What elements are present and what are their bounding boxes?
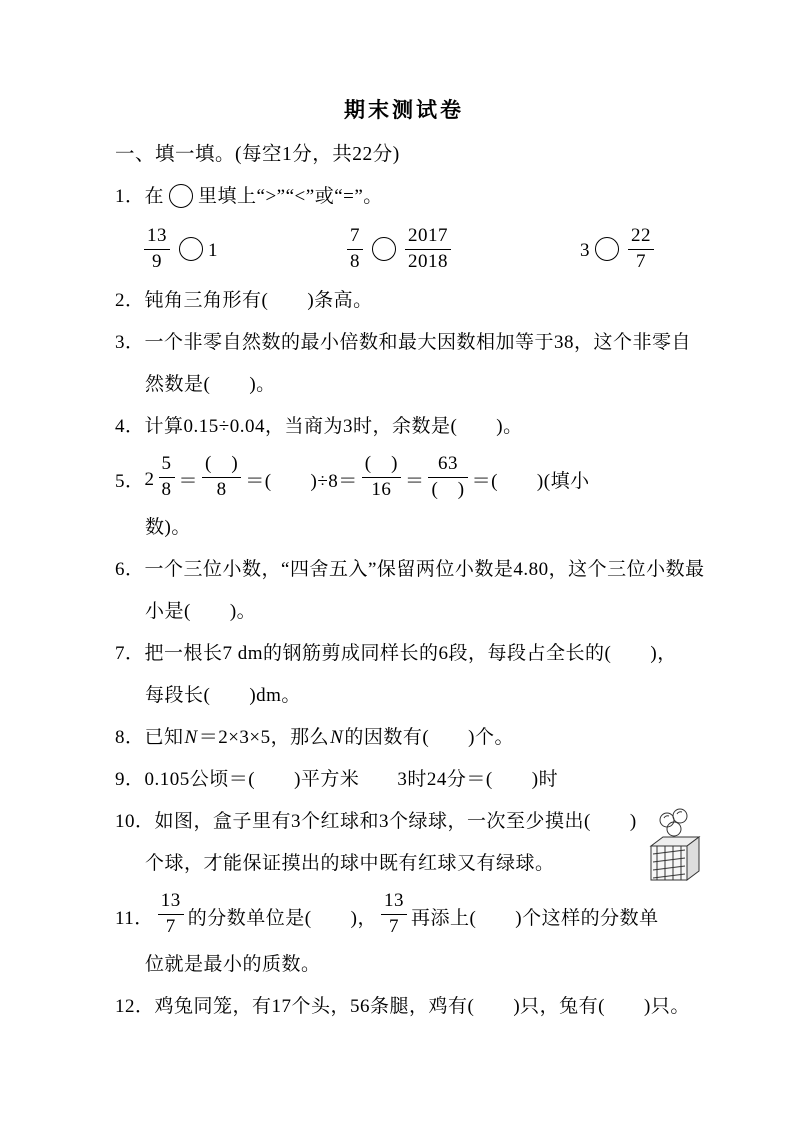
question-text: 3时24分＝( )时 xyxy=(397,769,559,791)
question-text: 一个非零自然数的最小倍数和最大因数相加等于38，这个非零自 xyxy=(144,332,692,354)
equation-segment: ＝( )(填小 xyxy=(471,471,590,493)
question-number: 7． xyxy=(115,643,145,665)
fraction-blank xyxy=(202,454,241,501)
question-text: 位就是最小的质数。 xyxy=(145,953,321,975)
question-text: 0.105公顷＝( )平方米 xyxy=(144,769,360,791)
question-number: 5． xyxy=(115,471,145,493)
question-text: 鸡兔同笼，有17个头，56条腿，鸡有( )只，兔有( )只。 xyxy=(154,995,690,1017)
question-text: 的因数有( )个。 xyxy=(344,727,514,749)
question-text: 钝角三角形有( )条高。 xyxy=(144,290,373,312)
question-1 xyxy=(115,184,693,274)
question-text: 小是( )。 xyxy=(145,601,257,623)
question-7 xyxy=(115,641,693,708)
fraction-denominator: 7 xyxy=(628,249,654,273)
question-text: 里填上“>”“<”或“=”。 xyxy=(198,186,383,207)
question-text: 个球，才能保证摸出的球中既有红球又有绿球。 xyxy=(145,853,555,875)
question-text: 一个三位小数，“四舍五入”保留两位小数是4.80，这个三位小数最 xyxy=(144,559,705,581)
fraction xyxy=(347,226,363,273)
comparison-circle xyxy=(372,237,396,261)
question-number: 6． xyxy=(115,559,145,581)
question-text: 数)。 xyxy=(145,517,191,539)
mixed-number xyxy=(144,453,179,503)
question-line xyxy=(115,330,693,355)
whole-number: 2 xyxy=(144,468,155,490)
question-5 xyxy=(115,453,693,540)
fraction-numerator: 22 xyxy=(631,224,651,246)
question-number: 9． xyxy=(115,769,145,791)
comparison-value: 1 xyxy=(208,240,218,262)
question-text: 然数是( )。 xyxy=(145,374,276,396)
fraction-blank xyxy=(362,454,401,501)
question-10 xyxy=(115,809,693,876)
question-line xyxy=(115,952,693,977)
fraction-numerator: 13 xyxy=(383,890,404,912)
comparison-item xyxy=(580,224,658,275)
comparison-row xyxy=(115,224,693,275)
balls-in-box-illustration xyxy=(643,804,705,895)
question-line xyxy=(115,725,693,750)
question-line xyxy=(115,288,693,313)
question-text: ＝2×3×5，那么 xyxy=(198,727,330,749)
fraction-numerator: 2017 xyxy=(408,224,448,246)
question-text: 再添上( )个这样的分数单 xyxy=(410,908,659,930)
comparison-item xyxy=(140,224,218,275)
question-text: 每段长( )dm。 xyxy=(145,685,301,707)
question-8 xyxy=(115,725,693,750)
question-text: 的分数单位是( )， xyxy=(187,908,377,930)
question-text: 如图，盒子里有3个红球和3个绿球，一次至少摸出( ) xyxy=(154,811,637,833)
question-number: 10． xyxy=(115,811,155,833)
fraction-numerator: 13 xyxy=(147,224,167,246)
fraction xyxy=(405,226,451,273)
variable-n: N xyxy=(184,727,198,749)
fraction xyxy=(158,891,184,938)
fraction xyxy=(381,891,407,938)
fraction-denominator: 9 xyxy=(144,249,170,273)
comparison-item xyxy=(343,224,455,275)
question-number: 11． xyxy=(115,908,154,930)
question-line xyxy=(115,683,693,708)
question-3 xyxy=(115,330,693,397)
question-line xyxy=(115,372,693,397)
question-9 xyxy=(115,767,693,792)
fraction-numerator: 5 xyxy=(161,453,172,475)
question-text: 把一根长7 dm的钢筋剪成同样长的6段，每段占全长的( )， xyxy=(144,643,677,665)
fraction-numerator: 63 xyxy=(438,453,459,475)
fraction-denominator: 16 xyxy=(362,477,401,501)
question-line xyxy=(115,599,693,624)
question-line xyxy=(115,184,693,210)
question-line xyxy=(115,767,693,792)
equals-sign: ＝ xyxy=(178,471,199,493)
question-number: 1． xyxy=(115,186,145,207)
question-line xyxy=(115,851,693,876)
equation-line xyxy=(115,890,693,940)
question-6 xyxy=(115,557,705,624)
fraction-numerator: ( ) xyxy=(364,453,398,475)
fraction-numerator: 13 xyxy=(160,890,181,912)
fraction-denominator: 7 xyxy=(158,914,184,938)
question-line xyxy=(115,515,693,540)
comparison-circle xyxy=(169,184,193,208)
question-line xyxy=(115,414,693,439)
equation-segment: ＝( )÷8＝ xyxy=(245,471,358,493)
fraction-blank xyxy=(428,454,467,501)
question-line xyxy=(115,994,693,1019)
fraction-denominator: 7 xyxy=(381,914,407,938)
comparison-circle xyxy=(179,237,203,261)
question-2 xyxy=(115,288,693,313)
fraction-denominator: 8 xyxy=(159,477,175,501)
page-title: 期末测试卷 xyxy=(344,98,464,122)
question-number: 4． xyxy=(115,416,145,438)
comparison-value: 3 xyxy=(580,240,590,262)
question-number: 12． xyxy=(115,995,155,1017)
fraction-denominator: 8 xyxy=(202,477,241,501)
balls-in-box-graphic xyxy=(643,804,705,890)
question-number: 3． xyxy=(115,332,145,354)
question-text: 已知 xyxy=(144,727,184,749)
fraction-numerator: ( ) xyxy=(205,453,239,475)
equation-line xyxy=(115,453,693,503)
fraction-denominator: ( ) xyxy=(428,477,467,501)
equals-sign: ＝ xyxy=(404,471,425,493)
question-4 xyxy=(115,414,693,439)
fraction-numerator: 7 xyxy=(350,224,360,246)
section-heading: 一、填一填。(每空1分，共22分) xyxy=(115,144,400,165)
fraction xyxy=(144,226,170,273)
question-line xyxy=(115,641,693,666)
question-number: 2． xyxy=(115,290,145,312)
question-line xyxy=(115,809,693,834)
comparison-circle xyxy=(595,237,619,261)
question-number: 8． xyxy=(115,727,145,749)
question-line xyxy=(115,557,705,582)
fraction-denominator: 8 xyxy=(347,249,363,273)
question-text: 计算0.15÷0.04，当商为3时，余数是( )。 xyxy=(144,416,523,438)
fraction xyxy=(159,454,175,501)
variable-n: N xyxy=(330,727,344,749)
fraction-denominator: 2018 xyxy=(405,249,451,273)
question-11 xyxy=(115,890,693,977)
question-12 xyxy=(115,994,693,1019)
question-text: 在 xyxy=(144,186,165,207)
fraction xyxy=(628,226,654,273)
